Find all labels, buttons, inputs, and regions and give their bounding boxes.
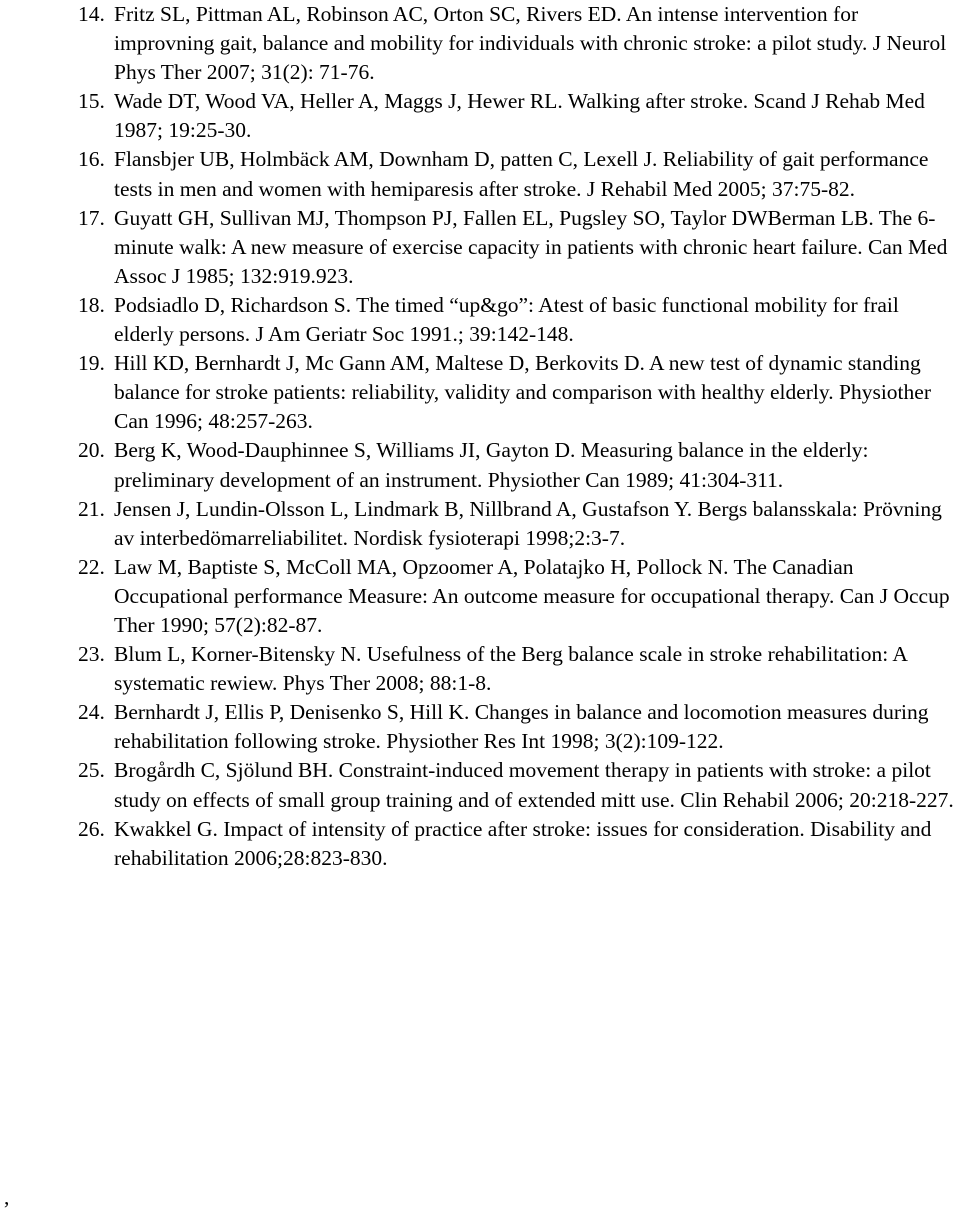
reference-item (0, 349, 960, 436)
reference-number: 16. (78, 147, 105, 172)
reference-number: 19. (78, 351, 105, 376)
reference-text: Fritz SL, Pittman AL, Robinson AC, Orton SC, Rivers ED. An intense intervention for improvning gait, balance and mobility for individuals with chronic stroke: a pilot study. J Neurol Phys Ther 2007; 31(2): 71-76. (114, 2, 947, 85)
reference-number: 21. (78, 496, 105, 521)
reference-item (0, 291, 960, 349)
reference-item (0, 698, 960, 756)
reference-item (0, 640, 960, 698)
reference-number: 18. (78, 292, 105, 317)
reference-text: Berg K, Wood-Dauphinnee S, Williams JI, Gayton D. Measuring balance in the elderly: preliminary development of an instrument. Physiother Can 1989; 41:304-311. (114, 438, 869, 492)
reference-number: 25. (78, 758, 105, 783)
reference-text: Law M, Baptiste S, McColl MA, Opzoomer A, Polatajko H, Pollock N. The Canadian Occupational performance Measure: An outcome measure for occupational therapy. Can J Occup Ther 1990; 57(2):82-87. (114, 554, 950, 637)
reference-item (0, 756, 960, 814)
reference-item (0, 204, 960, 291)
reference-text: Brogårdh C, Sjölund BH. Constraint-induced movement therapy in patients with stroke: a pilot study on effects of small group training and of extended mitt use. Clin Rehabil 2006; 20:218-227. (114, 758, 954, 812)
reference-number: 22. (78, 554, 105, 579)
stray-comma: , (4, 1185, 10, 1209)
reference-number: 14. (78, 2, 105, 26)
reference-text: Flansbjer UB, Holmbäck AM, Downham D, patten C, Lexell J. Reliability of gait performance tests in men and women with hemiparesis after stroke. J Rehabil Med 2005; 37:75-82. (114, 147, 929, 201)
reference-text: Jensen J, Lundin-Olsson L, Lindmark B, Nillbrand A, Gustafson Y. Bergs balansskala: Prövning av interbedömarreliabilitet. Nordisk fysioterapi 1998;2:3-7. (114, 496, 942, 550)
reference-number: 26. (78, 816, 105, 841)
reference-item (0, 0, 960, 87)
reference-text: Bernhardt J, Ellis P, Denisenko S, Hill K. Changes in balance and locomotion measures during rehabilitation following stroke. Physiother Res Int 1998; 3(2):109-122. (114, 700, 929, 754)
reference-text: Blum L, Korner-Bitensky N. Usefulness of the Berg balance scale in stroke rehabilitation: A systematic rewiew. Phys Ther 2008; 88:1-8. (114, 642, 907, 696)
reference-text: Hill KD, Bernhardt J, Mc Gann AM, Maltese D, Berkovits D. A new test of dynamic standing balance for stroke patients: reliability, validity and comparison with healthy elderly. Physiother Can 1996; 48:257-263. (114, 351, 931, 434)
reference-number: 15. (78, 89, 105, 114)
reference-item (0, 495, 960, 553)
reference-item (0, 553, 960, 640)
reference-number: 24. (78, 700, 105, 725)
reference-item (0, 87, 960, 145)
reference-number: 17. (78, 205, 105, 230)
reference-item (0, 436, 960, 494)
reference-item (0, 145, 960, 203)
reference-item (0, 815, 960, 873)
reference-text: Wade DT, Wood VA, Heller A, Maggs J, Hewer RL. Walking after stroke. Scand J Rehab Med 1987; 19:25-30. (114, 89, 925, 143)
reference-text: Kwakkel G. Impact of intensity of practice after stroke: issues for consideration. Disability and rehabilitation 2006;28:823-830. (114, 816, 932, 870)
reference-text: Guyatt GH, Sullivan MJ, Thompson PJ, Fallen EL, Pugsley SO, Taylor DWBerman LB. The 6-minute walk: A new measure of exercise capacity in patients with chronic heart failure. Can Med Assoc J 1985; 132:919.923. (114, 205, 948, 288)
reference-text: Podsiadlo D, Richardson S. The timed “up&go”: Atest of basic functional mobility for frail elderly persons. J Am Geriatr Soc 1991.; 39:142-148. (114, 292, 899, 347)
reference-number: 20. (78, 438, 105, 463)
reference-number: 23. (78, 642, 105, 667)
